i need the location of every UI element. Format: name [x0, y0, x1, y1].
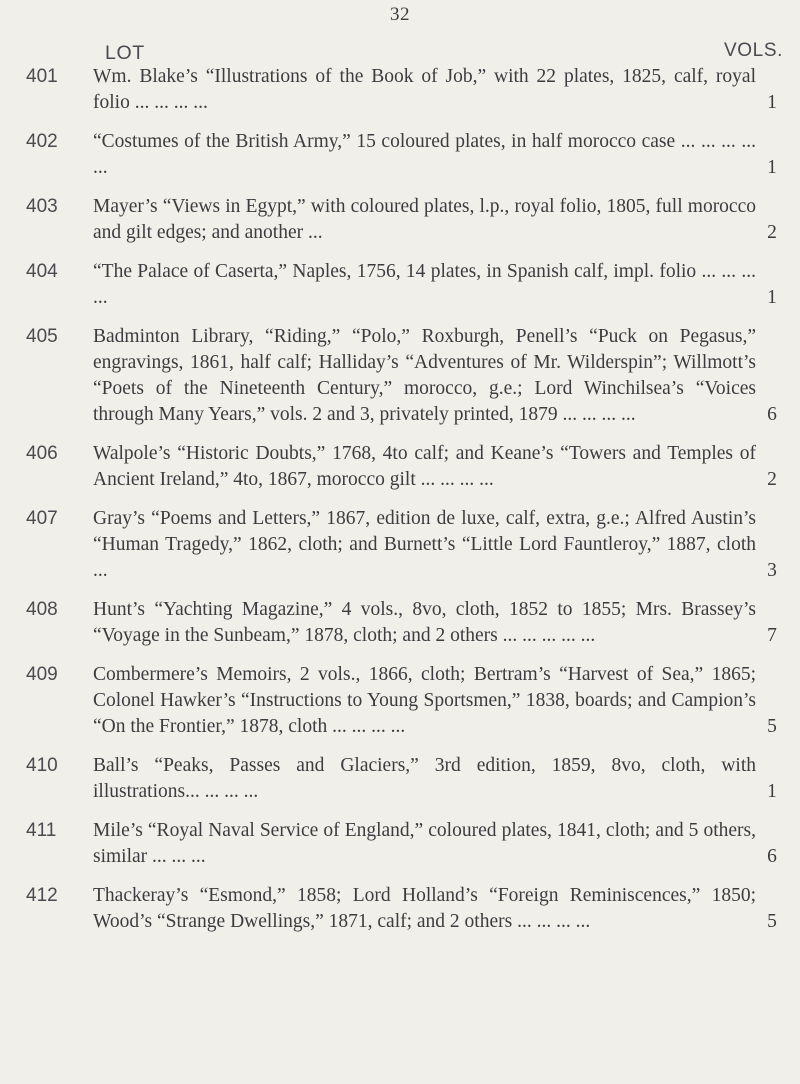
- vols-column-header: VOLS.: [724, 40, 783, 61]
- lot-number: 406: [26, 443, 58, 464]
- lot-list: [0, 64, 800, 948]
- lot-entry: [0, 662, 800, 740]
- lot-number: 408: [26, 599, 58, 620]
- lot-entry: [0, 441, 800, 493]
- lot-vols: 5: [767, 716, 777, 737]
- lot-number: 409: [26, 664, 58, 685]
- lot-description: Ball’s “Peaks, Passes and Glaciers,” 3rd edition, 1859, 8vo, cloth, with illustrations... ... ... ...: [93, 755, 756, 802]
- lot-entry: [0, 64, 800, 116]
- lot-description: Combermere’s Memoirs, 2 vols., 1866, cloth; Bertram’s “Harvest of Sea,” 1865; Colonel Hawker’s “Instructions to Young Sportsmen,” 1838, boards; and Campion’s “On the Frontier,” 1878, cloth ... ... ... ...: [93, 664, 756, 737]
- lot-description: Walpole’s “Historic Doubts,” 1768, 4to calf; and Keane’s “Towers and Temples of Ancient Ireland,” 4to, 1867, morocco gilt ... ... ... ...: [93, 443, 756, 490]
- lot-description: Badminton Library, “Riding,” “Polo,” Roxburgh, Penell’s “Puck on Pegasus,” engravings, 1861, half calf; Halliday’s “Adventures of Mr. Wilderspin”; Willmott’s “Poets of the Nineteenth Century,” morocco, g.e.; Lord Winchilsea’s “Voices through Many Years,” vols. 2 and 3, privately printed, 1879 ... ... ... ...: [93, 326, 756, 425]
- lot-vols: 7: [767, 625, 777, 646]
- lot-description: Mile’s “Royal Naval Service of England,” coloured plates, 1841, cloth; and 5 others, similar ... ... ...: [93, 820, 756, 867]
- lot-column-header: LOT: [105, 42, 145, 64]
- lot-description: Thackeray’s “Esmond,” 1858; Lord Holland’s “Foreign Reminiscences,” 1850; Wood’s “Strange Dwellings,” 1871, calf; and 2 others ... ... ... ...: [93, 885, 756, 932]
- lot-vols: 6: [767, 404, 777, 425]
- lot-number: 404: [26, 261, 58, 282]
- lot-number: 402: [26, 131, 58, 152]
- lot-vols: 1: [767, 92, 777, 113]
- lot-number: 401: [26, 66, 58, 87]
- lot-entry: [0, 324, 800, 428]
- lot-description: Hunt’s “Yachting Magazine,” 4 vols., 8vo, cloth, 1852 to 1855; Mrs. Brassey’s “Voyage in the Sunbeam,” 1878, cloth; and 2 others ... ... ... ... ...: [93, 599, 756, 646]
- lot-vols: 3: [767, 560, 777, 581]
- lot-description: Wm. Blake’s “Illustrations of the Book of Job,” with 22 plates, 1825, calf, royal folio ... ... ... ...: [93, 66, 756, 113]
- lot-number: 405: [26, 326, 58, 347]
- lot-number: 407: [26, 508, 58, 529]
- lot-entry: [0, 883, 800, 935]
- lot-vols: 1: [767, 781, 777, 802]
- lot-entry: [0, 129, 800, 181]
- lot-vols: 2: [767, 222, 777, 243]
- lot-entry: [0, 194, 800, 246]
- lot-description: “The Palace of Caserta,” Naples, 1756, 14 plates, in Spanish calf, impl. folio ... ... ... ...: [93, 261, 756, 308]
- page-number: 32: [390, 4, 410, 25]
- lot-number: 410: [26, 755, 58, 776]
- lot-entry: [0, 818, 800, 870]
- lot-number: 403: [26, 196, 58, 217]
- lot-entry: [0, 597, 800, 649]
- lot-number: 412: [26, 885, 58, 906]
- lot-number: 411: [26, 820, 57, 841]
- lot-vols: 1: [767, 287, 777, 308]
- lot-entry: [0, 259, 800, 311]
- lot-description: Mayer’s “Views in Egypt,” with coloured plates, l.p., royal folio, 1805, full morocco and gilt edges; and another ...: [93, 196, 756, 243]
- lot-vols: 6: [767, 846, 777, 867]
- lot-vols: 5: [767, 911, 777, 932]
- lot-entry: [0, 506, 800, 584]
- lot-vols: 2: [767, 469, 777, 490]
- lot-description: Gray’s “Poems and Letters,” 1867, edition de luxe, calf, extra, g.e.; Alfred Austin’s “Human Tragedy,” 1862, cloth; and Burnett’s “Little Lord Fauntleroy,” 1887, cloth ...: [93, 508, 756, 581]
- lot-description: “Costumes of the British Army,” 15 coloured plates, in half morocco case ... ... ... ... ...: [93, 131, 756, 178]
- lot-vols: 1: [767, 157, 777, 178]
- lot-entry: [0, 753, 800, 805]
